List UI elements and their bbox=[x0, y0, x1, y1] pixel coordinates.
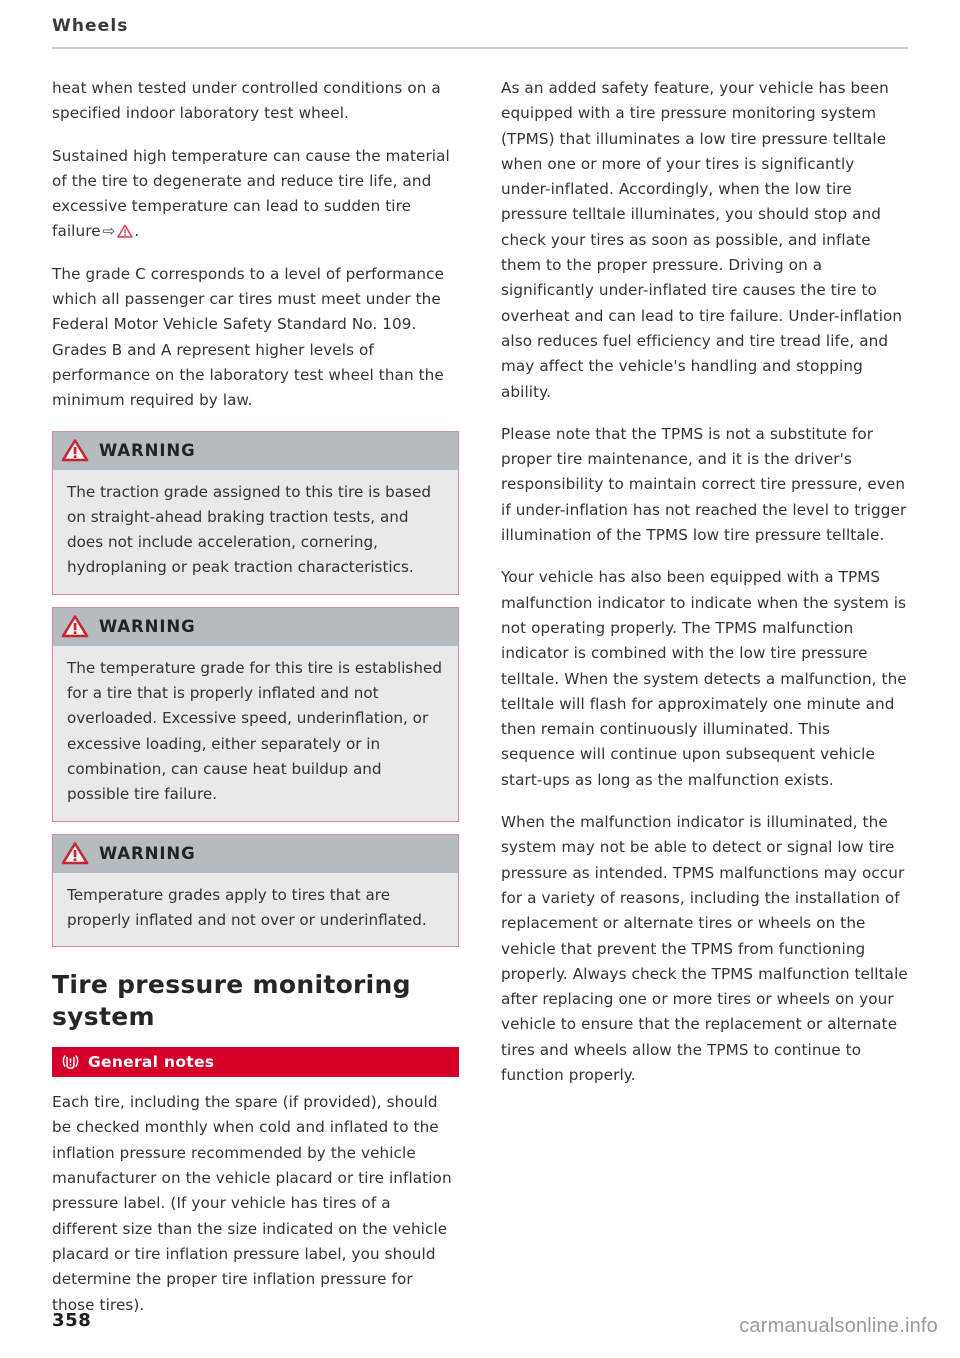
watermark: carmanualsonline.info bbox=[739, 1315, 938, 1337]
paragraph: The grade C corresponds to a level of performance which all passenger car tires must meet under the Federal Motor Vehicle Safety Standard No. 109. Grades B and A represent higher levels of performance on the laboratory test wheel than the minimum required by law. bbox=[52, 264, 445, 410]
warning-label: WARNING bbox=[99, 617, 196, 637]
page-title: Wheels bbox=[52, 16, 129, 36]
paragraph: heat when tested under controlled conditions on a specified indoor laboratory test wheel. bbox=[52, 79, 441, 123]
warning-header bbox=[53, 432, 458, 470]
warning-text: The traction grade assigned to this tire is based on straight-ahead braking traction tests, and does not include acceleration, cornering, hydroplaning or peak traction characteristics. bbox=[67, 482, 431, 577]
paragraph: As an added safety feature, your vehicle has been equipped with a tire pressure monitoring system (TPMS) that illuminates a low tire pressure telltale when one or more of your tires is significantly under-inflated. Accordingly, when the low tire pressure telltale illuminates, you should stop and check your tires as soon as possible, and inflate them to the proper pressure. Driving on a significantly under-inflated tire causes the tire to overheat and can lead to tire failure. Under-inflation also reduces fuel efficiency and tire tread life, and may affect the vehicle's handling and stopping ability. bbox=[501, 79, 903, 401]
tpms-telltale-icon bbox=[60, 1053, 81, 1072]
warning-box bbox=[52, 607, 459, 822]
warning-box bbox=[52, 431, 459, 595]
warning-triangle-icon bbox=[61, 438, 89, 463]
warning-body bbox=[53, 646, 458, 821]
warning-body bbox=[53, 470, 458, 594]
warning-text: The temperature grade for this tire is established for a tire that is properly inflated and not overloaded. Excessive speed, underinflation, or excessive loading, either separately or in combination, can cause heat buildup and possible tire failure. bbox=[67, 658, 442, 804]
warning-header bbox=[53, 835, 458, 873]
warning-label: WARNING bbox=[99, 441, 196, 461]
warning-triangle-icon bbox=[61, 614, 89, 639]
paragraph-with-reference bbox=[52, 144, 459, 245]
general-notes-bar bbox=[52, 1047, 459, 1077]
left-column bbox=[52, 76, 459, 1318]
page-columns bbox=[52, 76, 908, 1318]
warning-body bbox=[53, 873, 458, 947]
header-divider bbox=[52, 47, 908, 49]
warning-header bbox=[53, 608, 458, 646]
warning-box bbox=[52, 834, 459, 948]
paragraph: Your vehicle has also been equipped with a TPMS malfunction indicator to indicate when the system is not operating properly. The TPMS malfunction indicator is combined with the low tire pressure telltale. When the system detects a malfunction, the telltale will flash for approximately one minute and then remain continuously illuminated. This sequence will continue upon subsequent vehicle start-ups as long as the malfunction exists. bbox=[501, 568, 907, 789]
warning-label: WARNING bbox=[99, 844, 196, 864]
paragraph: Please note that the TPMS is not a substitute for proper tire maintenance, and it is the driver's responsibility to maintain correct tire pressure, even if under-inflation has not reached the level to trigger illumination of the TPMS low tire pressure telltale. bbox=[501, 424, 907, 545]
paragraph-period: . bbox=[134, 222, 140, 241]
page-number: 358 bbox=[52, 1310, 92, 1331]
paragraph: When the malfunction indicator is illuminated, the system may not be able to detect or signal low tire pressure as intended. TPMS malfunctions may occur for a variety of reasons, including the installation of replacement or alternate tires or wheels on the vehicle that prevent the TPMS from functioning properly. Always check the TPMS malfunction telltale after replacing one or more tires or wheels on your vehicle to ensure that the replacement or alternate tires and wheels allow the TPMS to continue to function properly. bbox=[501, 813, 908, 1084]
paragraph: Each tire, including the spare (if provided), should be checked monthly when cold and inflated to the inflation pressure recommended by the vehicle manufacturer on the vehicle placard or tire inflation pressure label. (If your vehicle has tires of a different size than the size indicated on the vehicle placard or tire inflation pressure label, you should determine the proper tire inflation pressure for those tires). bbox=[52, 1093, 452, 1314]
paragraph-text: Sustained high temperature can cause the material of the tire to degenerate and reduce tire life, and excessive temperature can lead to sudden tire failure bbox=[52, 146, 450, 241]
warning-triangle-icon bbox=[61, 841, 89, 866]
section-title: Tire pressure monitoring system bbox=[52, 970, 411, 1032]
page-header bbox=[52, 16, 908, 49]
right-column bbox=[501, 76, 908, 1318]
warning-text: Temperature grades apply to tires that are properly inflated and not over or underinflated. bbox=[67, 885, 427, 929]
general-notes-label: General notes bbox=[88, 1053, 215, 1072]
warning-triangle-icon bbox=[117, 221, 133, 235]
reference-arrow-icon: ⇨ bbox=[102, 222, 116, 241]
